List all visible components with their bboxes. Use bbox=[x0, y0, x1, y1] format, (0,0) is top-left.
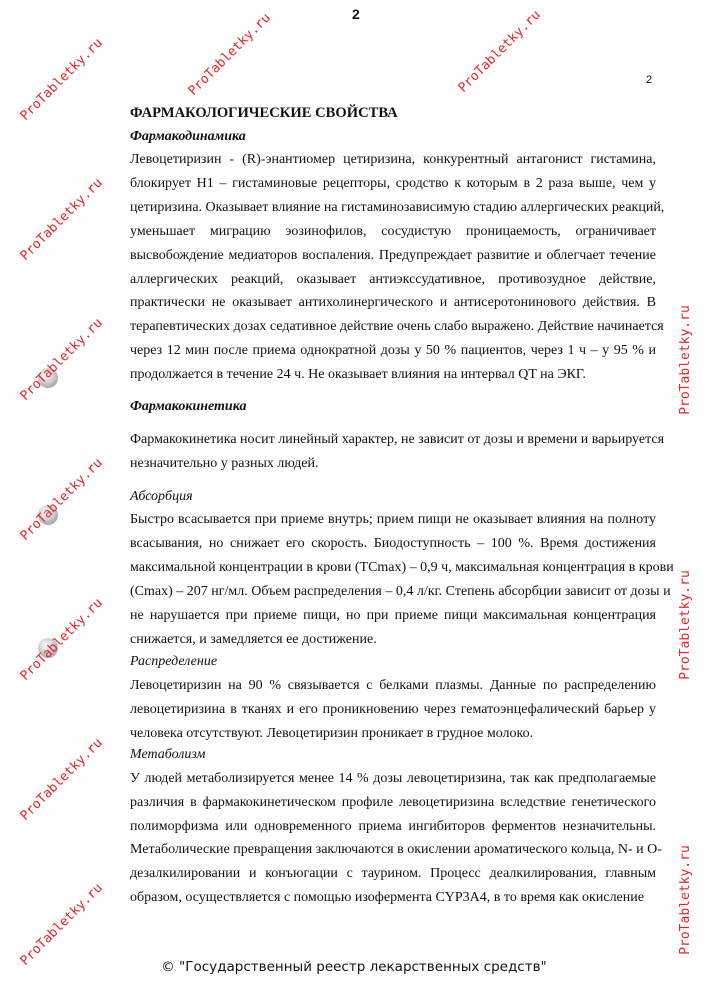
watermark: ProTabletky.ru bbox=[17, 880, 106, 969]
text-line: аллергических реакций, оказывает антиэкссудативное, противозудное действие, bbox=[130, 271, 656, 287]
text-line: уменьшает миграцию эозинофилов, сосудистую проницаемость, ограничивает bbox=[130, 223, 656, 239]
heading-metabolism: Метаболизм bbox=[130, 747, 206, 762]
watermark: ProTabletky.ru bbox=[678, 570, 693, 680]
heading-absorption: Абсорбция bbox=[130, 489, 193, 504]
text-line: Фармакокинетика носит линейный характер, не зависит от дозы и времени и варьируется bbox=[130, 432, 665, 447]
page-number-right: 2 bbox=[646, 74, 653, 86]
text-line: образом, осуществляется с помощью изофермента CYP3A4, в то время как окисление bbox=[130, 890, 644, 905]
watermark: ProTabletky.ru bbox=[678, 845, 693, 955]
text-line: человека отсутствуют. Левоцетиризин проникает в грудное молоко. bbox=[130, 725, 534, 741]
text-line: терапевтических дозах седативное действие очень слабо выражено. Действие начинается bbox=[130, 319, 664, 335]
text-line: Левоцетиризин на 90 % связывается с белками плазмы. Данные по распределению bbox=[130, 678, 656, 693]
watermark: ProTabletky.ru bbox=[17, 595, 106, 684]
text-line: блокирует Н1 – гистаминовые рецепторы, сродство к которым в 2 раза выше, чем у bbox=[130, 175, 656, 191]
watermark: ProTabletky.ru bbox=[17, 735, 106, 824]
text-line: через 12 мин после приема однократной дозы у 50 % пациентов, через 1 ч – у 95 % и bbox=[130, 343, 656, 359]
page-number-top: 2 bbox=[352, 6, 360, 22]
text-line: У людей метаболизируется менее 14 % дозы левоцетиризина, так как предполагаемые bbox=[130, 771, 656, 786]
watermark: ProTabletky.ru bbox=[678, 305, 693, 415]
text-line: не нарушается при приеме пищи, но при приеме пищи максимальная концентрация bbox=[130, 607, 656, 623]
heading-distribution: Распределение bbox=[130, 654, 218, 669]
heading-pharmacodynamics: Фармакодинамика bbox=[130, 129, 246, 144]
text-line: различия в фармакокинетическом профиле левоцетиризина вследствие генетического bbox=[130, 794, 656, 810]
text-line: дезалкилировании и конъюгации с таурином. Процесс деалкилирования, главным bbox=[130, 866, 656, 882]
text-line: Метаболические превращения заключаются в окислении ароматического кольца, N- и O- bbox=[130, 842, 662, 858]
text-line: незначительно у разных людей. bbox=[130, 455, 319, 471]
text-line: полиморфизма или одновременного приема ингибиторов ферментов незначительны. bbox=[130, 818, 656, 834]
text-line: продолжается в течение 24 ч. Не оказывает влияния на интервал QT на ЭКГ. bbox=[130, 367, 586, 383]
text-line: Левоцетиризин - (R)-энантиомер цетиризина, конкурентный антагонист гистамина, bbox=[130, 152, 656, 167]
watermark: ProTabletky.ru bbox=[185, 10, 274, 99]
text-line: снижается, и замедляется ее достижение. bbox=[130, 631, 377, 647]
watermark: ProTabletky.ru bbox=[17, 455, 106, 544]
text-line: практически не оказывает антихолинергического и антисеротонинового действия. В bbox=[130, 295, 656, 311]
text-line: Быстро всасывается при приеме внутрь; прием пищи не оказывает влияния на полноту bbox=[130, 512, 656, 527]
text-line: максимальной концентрации в крови (TCmax) – 0,9 ч, максимальная концентрация в крови bbox=[130, 559, 674, 575]
text-line: цетиризина. Оказывает влияние на гистаминозависимую стадию аллергических реакций, bbox=[130, 199, 665, 215]
watermark: ProTabletky.ru bbox=[17, 35, 106, 124]
footer-copyright: © "Государственный реестр лекарственных средств" bbox=[161, 959, 547, 975]
watermark: ProTabletky.ru bbox=[455, 7, 544, 96]
text-line: всасывания, но снижает его скорость. Биодоступность – 100 %. Время достижения bbox=[130, 535, 656, 551]
heading-pharmacokinetics: Фармакокинетика bbox=[130, 399, 247, 414]
section-title: ФАРМАКОЛОГИЧЕСКИЕ СВОЙСТВА bbox=[130, 105, 398, 121]
text-line: высвобождение медиаторов воспаления. Предупреждает развитие и облегчает течение bbox=[130, 247, 656, 263]
watermark: ProTabletky.ru bbox=[17, 175, 106, 264]
text-line: левоцетиризина в тканях и его проникновению через гематоэнцефалический барьер у bbox=[130, 701, 656, 717]
watermark: ProTabletky.ru bbox=[17, 315, 106, 404]
text-line: (Cmax) – 207 нг/мл. Объем распределения – 0,4 л/кг. Степень абсорбции зависит от дозы и bbox=[130, 583, 671, 599]
